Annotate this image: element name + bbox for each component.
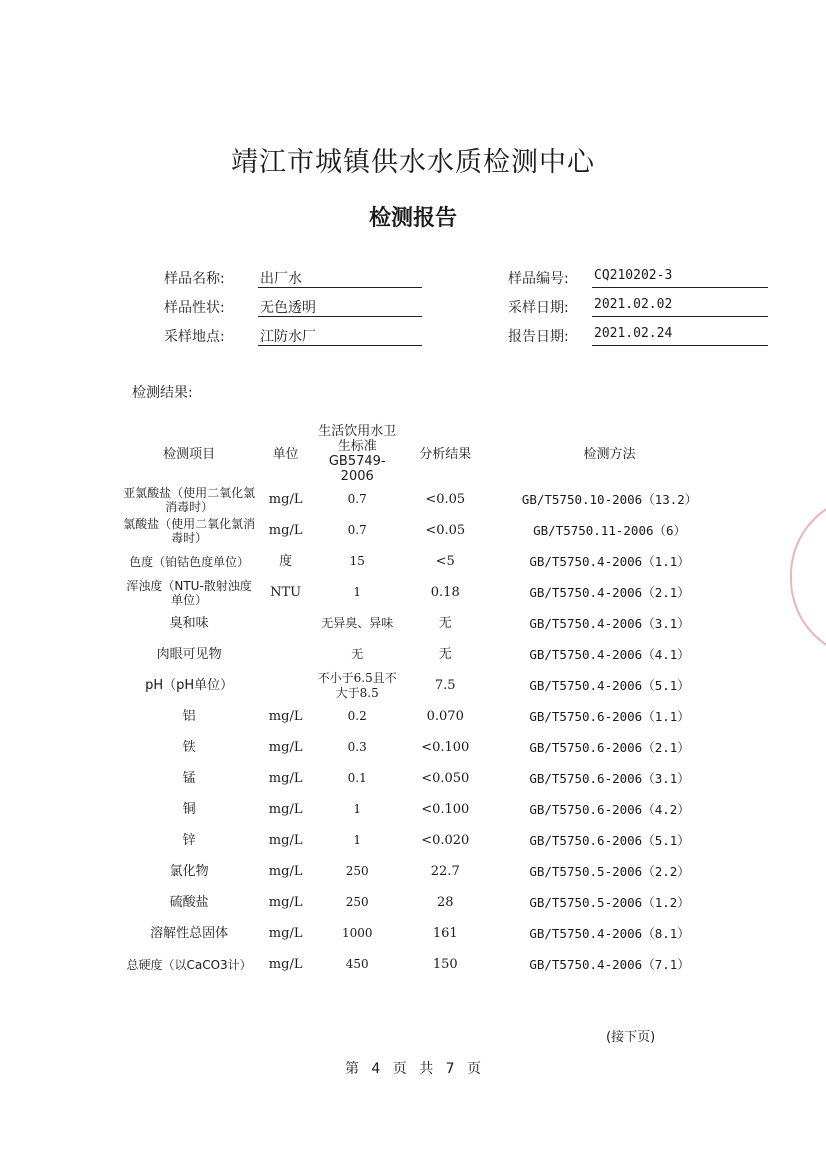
row-method: GB/T5750.6-2006（5.1） xyxy=(529,833,690,848)
row-item: 肉眼可见物 xyxy=(156,647,222,662)
row-method: GB/T5750.6-2006（1.1） xyxy=(529,709,690,724)
row-unit: mg/L xyxy=(268,771,303,786)
results-section-label: 检测结果: xyxy=(132,385,193,401)
sample-name-label: 样品名称: xyxy=(164,271,225,287)
table-row xyxy=(120,794,730,825)
row-item: 氯化物 xyxy=(169,864,209,879)
row-result: 22.7 xyxy=(430,864,460,879)
info-sample-name xyxy=(164,268,424,290)
row-item: 铝 xyxy=(182,709,196,724)
header-standard: 生活饮用水卫生标准GB5749-2006 xyxy=(318,424,397,484)
row-method: GB/T5750.10-2006（13.2） xyxy=(521,492,698,507)
row-standard: 不小于6.5且不大于8.5 xyxy=(317,670,397,700)
table-row xyxy=(120,825,730,856)
row-result: <0.05 xyxy=(425,523,466,538)
row-item: 铁 xyxy=(182,740,196,755)
table-row xyxy=(120,546,730,577)
row-unit xyxy=(258,608,313,639)
report-date-label: 报告日期: xyxy=(508,329,569,345)
table-row xyxy=(120,763,730,794)
row-item: 色度（铂钴色度单位） xyxy=(129,554,250,569)
row-standard: 250 xyxy=(345,864,369,878)
row-result: <0.050 xyxy=(421,771,470,786)
row-standard: 1 xyxy=(353,833,362,847)
row-item: 锰 xyxy=(182,771,196,786)
row-item: 氯酸盐（使用二氧化氯消毒时） xyxy=(123,516,256,545)
row-method: GB/T5750.4-2006（8.1） xyxy=(529,926,690,941)
row-unit: mg/L xyxy=(268,895,303,910)
header-result: 分析结果 xyxy=(419,446,472,462)
sample-date-value: 2021.02.02 xyxy=(592,297,768,317)
row-method: GB/T5750.6-2006（2.1） xyxy=(529,740,690,755)
continued-note: (接下页) xyxy=(606,1030,656,1045)
row-unit: mg/L xyxy=(268,740,303,755)
sample-no-value: CQ210202-3 xyxy=(592,268,768,288)
row-item: 锌 xyxy=(182,833,196,848)
row-item: 亚氯酸盐（使用二氧化氯消毒时） xyxy=(123,485,256,514)
row-item: 臭和味 xyxy=(169,616,209,631)
row-unit: mg/L xyxy=(268,709,303,724)
info-sample-location xyxy=(164,326,424,348)
table-row xyxy=(120,515,730,546)
table-header-row xyxy=(120,424,730,484)
row-unit: mg/L xyxy=(268,957,303,972)
row-standard: 无异臭、异味 xyxy=(321,616,394,630)
row-unit: mg/L xyxy=(268,833,303,848)
row-result: 0.070 xyxy=(426,709,464,724)
row-item: 浑浊度（NTU-散射浊度单位） xyxy=(126,578,252,607)
table-row xyxy=(120,856,730,887)
row-method: GB/T5750.6-2006（3.1） xyxy=(529,771,690,786)
seal-stamp-edge xyxy=(790,495,826,659)
row-method: GB/T5750.5-2006（2.2） xyxy=(529,864,690,879)
row-result: <0.100 xyxy=(421,740,470,755)
row-unit: mg/L xyxy=(268,523,303,538)
info-sample-no xyxy=(508,268,770,290)
row-method: GB/T5750.4-2006（5.1） xyxy=(529,678,690,693)
row-result: 28 xyxy=(436,895,454,910)
row-unit: NTU xyxy=(270,585,302,600)
table-row xyxy=(120,918,730,949)
row-standard: 250 xyxy=(345,895,369,909)
page-number: 第 4 页 共 7 页 xyxy=(344,1061,482,1077)
row-item: 硫酸盐 xyxy=(169,895,209,910)
row-standard: 15 xyxy=(349,554,365,568)
row-result: <0.05 xyxy=(425,492,466,507)
row-item: 铜 xyxy=(182,802,196,817)
sample-location-value: 江防水厂 xyxy=(258,326,422,346)
row-method: GB/T5750.4-2006（3.1） xyxy=(529,616,690,631)
table-row xyxy=(120,639,730,670)
info-sample-state xyxy=(164,297,424,319)
table-row xyxy=(120,732,730,763)
header-unit: 单位 xyxy=(272,446,299,462)
table-row xyxy=(120,949,730,980)
row-method: GB/T5750.11-2006（6） xyxy=(533,523,687,538)
row-unit: mg/L xyxy=(268,492,303,507)
sample-no-label: 样品编号: xyxy=(508,271,569,287)
row-unit: 度 xyxy=(279,554,293,569)
sample-location-label: 采样地点: xyxy=(164,329,225,345)
organization-title: 靖江市城镇供水水质检测中心 xyxy=(231,147,595,178)
header-item: 检测项目 xyxy=(163,446,216,462)
row-standard: 无 xyxy=(351,647,364,661)
row-standard: 0.7 xyxy=(347,523,367,537)
row-result: 无 xyxy=(438,647,452,662)
row-standard: 0.2 xyxy=(347,709,367,723)
row-standard: 450 xyxy=(345,957,369,971)
table-row xyxy=(120,484,730,515)
table-row xyxy=(120,577,730,608)
results-table xyxy=(120,424,730,980)
row-unit: mg/L xyxy=(268,802,303,817)
row-result: 161 xyxy=(432,926,458,941)
report-date-value: 2021.02.24 xyxy=(592,326,768,346)
row-unit: mg/L xyxy=(268,926,303,941)
row-result: 无 xyxy=(438,616,452,631)
header-method: 检测方法 xyxy=(583,446,636,462)
table-row xyxy=(120,670,730,701)
report-title: 检测报告 xyxy=(368,206,457,231)
sample-state-label: 样品性状: xyxy=(164,300,225,316)
row-method: GB/T5750.5-2006（1.2） xyxy=(529,895,690,910)
row-item: 总硬度（以CaCO3计） xyxy=(126,957,252,972)
table-row xyxy=(120,887,730,918)
info-sample-date xyxy=(508,297,770,319)
row-unit xyxy=(258,670,313,701)
row-result: 150 xyxy=(432,957,458,972)
row-standard: 1000 xyxy=(341,926,373,940)
row-item: 溶解性总固体 xyxy=(150,926,229,941)
row-method: GB/T5750.4-2006（1.1） xyxy=(529,554,690,569)
sample-date-label: 采样日期: xyxy=(508,300,569,316)
sample-name-value: 出厂水 xyxy=(258,268,422,288)
row-result: 0.18 xyxy=(430,585,460,600)
row-method: GB/T5750.4-2006（7.1） xyxy=(529,957,690,972)
row-unit: mg/L xyxy=(268,864,303,879)
info-report-date xyxy=(508,326,770,348)
row-method: GB/T5750.4-2006（2.1） xyxy=(529,585,690,600)
row-standard: 0.3 xyxy=(347,740,367,754)
row-method: GB/T5750.4-2006（4.1） xyxy=(529,647,690,662)
row-result: <0.100 xyxy=(421,802,470,817)
row-item: pH（pH单位） xyxy=(145,678,234,693)
table-row xyxy=(120,701,730,732)
row-standard: 1 xyxy=(353,802,362,816)
row-result: 7.5 xyxy=(434,678,456,693)
sample-state-value: 无色透明 xyxy=(258,297,422,317)
table-row xyxy=(120,608,730,639)
row-standard: 1 xyxy=(353,585,362,599)
row-unit xyxy=(258,639,313,670)
row-result: <5 xyxy=(435,554,455,569)
row-result: <0.020 xyxy=(421,833,470,848)
row-standard: 0.7 xyxy=(347,492,367,506)
row-method: GB/T5750.6-2006（4.2） xyxy=(529,802,690,817)
row-standard: 0.1 xyxy=(347,771,367,785)
